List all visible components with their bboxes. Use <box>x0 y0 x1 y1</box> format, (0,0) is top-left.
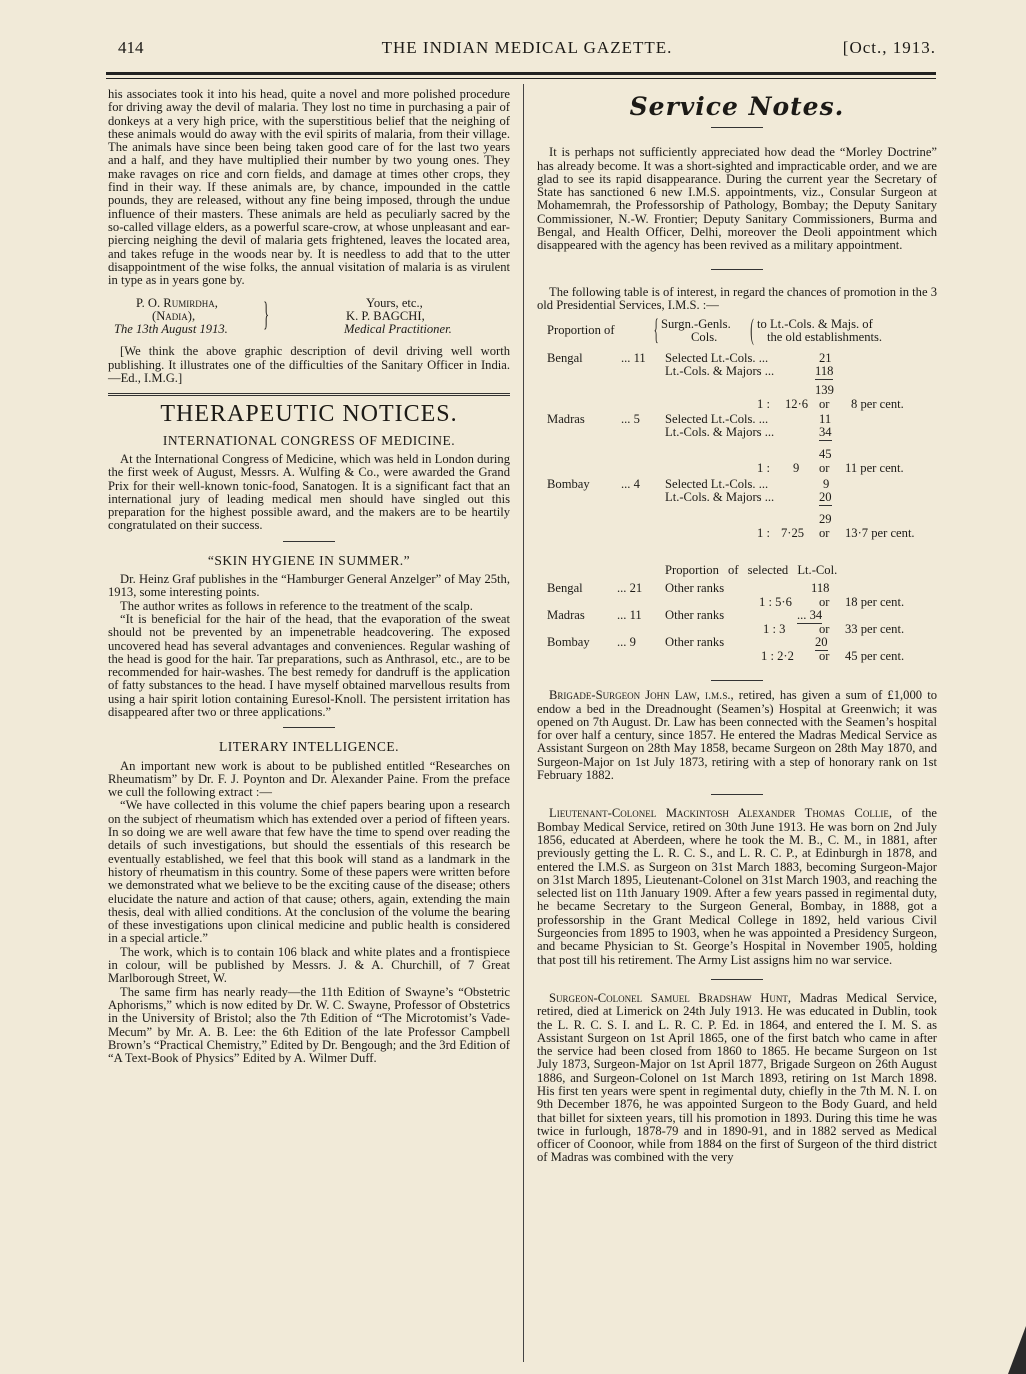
skin-text-2: The author writes as follows in reference to the treatment of the scalp. <box>120 598 473 613</box>
sig-author: K. P. BAGCHI, <box>346 309 425 324</box>
collie-name: Lieutenant-Colonel Mackintosh Alexander Thomas Collie, <box>549 806 892 821</box>
law-text: retired, has given a sum of £1,000 to endow a bed in the Dreadnought (Seamen’s) Hospital at Greenwich; it was opened on 7th August. Dr. Law has been connected with the Seamen’s hospital for over half a century, since 1857. He entered the Madras Medical Service as Assistant Surgeon on 28th May 1858, became Surgeon on 28th May 1870, and Surgeon-Major on 1st July 1873, retiring with a step of honorary rank on 1st February 1882. <box>537 688 938 783</box>
t1-head-a: Surgn.-Genls. <box>661 317 731 332</box>
t2-label: Other ranks <box>665 608 725 623</box>
t1-ratio-value: 9 <box>793 461 800 476</box>
sig-date: The 13th August 1913. <box>114 322 228 337</box>
service-text-1: It is perhaps not sufficiently appreciated how dead the “Morley Doctrine” has already become. It was a short-sighted and impracticable order, and we are glad to see its rapid disappearance. During the current year the Secretary of State has sanctioned 6 new I.M.S. appointments, viz., Consular Surgeon at Mohamemrah, the Professorship of Pathology, Bombay; the Deputy Sanitary Commissioner, N.-W. Frontier; Deputy Sanitary Commissioners, Burma and Bengal, and Health Officer, Delhi, moreover the Deoli appointment which disappeared with the agency has been revived as a military appointment. <box>537 145 937 253</box>
t1-count: ... 11 <box>621 351 646 366</box>
congress-heading: INTERNATIONAL CONGRESS OF MEDICINE. <box>162 432 456 448</box>
running-header <box>118 38 936 64</box>
t1-total: 139 <box>815 383 834 398</box>
t2-ratio: 1 : 2·2 <box>761 649 794 664</box>
t1-sel-value: 21 <box>819 351 832 366</box>
law-notice <box>537 689 937 782</box>
literary-text-4: The same firm has nearly ready—the 11th Edition of Swayne’s “Obstetric Aphorisms,” which is now edited by Dr. W. C. Swayne, Professor of Obstetrics in the University of Bristol; also the 7th Edition of “The Microtomist’s Vade-Mecum” by Mr. A. B. Lee: the 6th Edition of the late Professor Campbell Brown’s “Practical Chemistry,” Edited by Dr. Bengough; and the 3rd Edition of “A Text-Book of Physics” Edited by A. Wilmer Duff. <box>108 984 510 1066</box>
t2-value: 118 <box>811 581 830 596</box>
t2-count: ... 11 <box>617 608 642 623</box>
journal-title: THE INDIAN MEDICAL GAZETTE. <box>381 38 673 57</box>
hunt-text: Madras Medical Service, retired, died at Limerick on 24th July 1913. He was educated in Dublin, took the L. R. C. S. I. and L. R. C. P. Ed. in 1864, and entered the I. M. S. as Assistant Surgeon on 1st April 1865, one of the first batch who came in after the service had been closed from 1860 to 1865. He became Surgeon on 1st July 1873, Surgeon-Major on 1st April 1877, Brigade Surgeon on 26th August 1886, and Surgeon-Colonel on 1st March 1893, retiring on 1st March 1898. His first ten years were spent in regimental duty, chiefly in the 7th M. N. I. on 9th December 1876, he was appointed Surgeon to the Body Guard, and held that billet for sixteen years, till his promotion in 1893. During this time he was twice in furlough, 1878-79 and in 1890-91, and in 1882 served as Medical officer of Coonoor, while from 1884 on the first of Surgeon of the third district of Madras was combined with the very <box>537 990 937 1165</box>
t1-head-c: to Lt.-Cols. & Majs. of <box>757 317 873 332</box>
t2-percent: 45 per cent. <box>845 649 905 664</box>
sig-place: (Nadia), <box>152 309 196 324</box>
t2-label: Other ranks <box>665 635 725 650</box>
divider <box>711 269 763 270</box>
hunt-name: Surgeon-Colonel Samuel Bradshaw Hunt, <box>549 990 792 1005</box>
divider <box>283 541 335 542</box>
t2-or: or <box>819 595 830 610</box>
divider <box>711 680 763 681</box>
t1-name: Bombay <box>547 477 590 492</box>
skin-text-3: “It is beneficial for the hair of the head, that the evaporation of the sweat should not be prevented by an impenetrable headcovering. The exposed uncovered head has several advantages and conveniences. Regular washing of the head is good for the hair. Tar preparations, such as Anthrasol, etc., are to be recommended for hair-washes. The best remedy for dandruff is the application of fatty substances to the head. I have myself obtained marvellous results from using a hair spirit lotion containing Euresol-Knoll. The persistent irritation has disappeared after two or three applications.” <box>108 611 510 719</box>
t1-brace: { <box>653 313 659 347</box>
sig-role: Medical Practitioner. <box>344 322 452 337</box>
service-text-2: The following table is of interest, in regard the chances of promotion in the 3 old Presidential Services, I.M.S. :— <box>537 284 937 312</box>
t1-name: Madras <box>547 412 585 427</box>
t1-percent: 8 per cent. <box>851 397 904 412</box>
t1-sel-value: 11 <box>819 412 832 427</box>
promotion-table <box>537 313 937 542</box>
literary-heading: LITERARY INTELLIGENCE. <box>219 739 399 755</box>
t1-count: ... 4 <box>621 477 640 492</box>
t1-maj-value: 118 <box>815 364 834 379</box>
divider <box>283 727 335 728</box>
right-column <box>537 88 937 1165</box>
t1-total: 29 <box>819 512 832 527</box>
issue-date: [Oct., 1913. <box>842 38 936 57</box>
page-number: 414 <box>118 38 144 57</box>
literary-text-1: An important new work is about to be published entitled “Researches on Rheumatism” by Dr. F. J. Poynton and Dr. Alexander Paine. From the preface we cull the following extract :— <box>108 758 510 800</box>
t2-count: ... 21 <box>617 581 643 596</box>
t1-selected: Selected Lt.-Cols. ... <box>665 477 769 492</box>
sig-name: P. O. Rumirdha, <box>136 296 218 311</box>
t1-ratio: 1 : <box>757 397 770 412</box>
t1-name: Bengal <box>547 351 583 366</box>
t1-maj-value: 20 <box>819 490 832 505</box>
t2-name: Bombay <box>547 635 590 650</box>
collie-text: of the Bombay Medical Service, retired on 30th June 1913. He was born on 2nd July 1856, educated at Aberdeen, where he took the M. B., C. M., in 1881, after previously getting the L. R. C. S., and L. R. C. P., at Edinburgh in 1878, and entered the I.M.S. as Surgeon on 31st March 1883, becoming Surgeon-Major on 31st March 1895, Lieutenant-Colonel on 31st March 1903, and reaching the selected list on 11th January 1909. After a few years passed in regimental duty, he became Secretary to the Surgeon General, Bombay, in 1888, got a professorship in the Grant Medical College in 1892, held various Civil Surgeoncies from 1895 to 1903, when he was appointed a Presidency Surgeon, and became Physician to St. George’s Hospital in November 1905, holding that post till his retirement. The Army List assigns him no war service. <box>537 806 937 967</box>
t1-selected: Selected Lt.-Cols. ... <box>665 351 769 366</box>
literary-text-2: “We have collected in this volume the chief papers bearing upon a research on the subject of rheumatism which has extended over a period of fifteen years. In so doing we are well aware that few have the time to spend over reading the details of such investigations, but should the essentials of this research be eventually established, we feel that this book will stand as a landmark in the history of rheumatism in this country. Some of these papers were written before we demonstrated what we believe to be the exciting cause of the disease; others elucidate the nature and action of that cause; others, again, extending the main thesis, deal with allied conditions. At the conclusion of the volume the bearing of these investigations upon clinical medicine and public health is considered in a special article.” <box>108 798 510 946</box>
divider <box>711 979 763 980</box>
sig-yours: Yours, etc., <box>366 296 423 311</box>
t1-head-d: the old establishments. <box>767 330 883 345</box>
letter-signature <box>108 297 510 337</box>
t2-name: Madras <box>547 608 585 623</box>
skin-text-1: Dr. Heinz Graf publishes in the “Hamburger General Anzelger” of May 25th, 1913, some interesting points. <box>108 572 510 600</box>
header-rule <box>106 72 936 75</box>
law-name: Brigade-Surgeon John Law, i.m.s., <box>549 688 734 703</box>
t1-brace-2: ( <box>750 313 754 347</box>
hunt-notice <box>537 992 937 1165</box>
t2-percent: 18 per cent. <box>845 595 905 610</box>
t2-value: 20 <box>815 635 828 650</box>
divider <box>711 127 763 128</box>
literary-text-3: The work, which is to contain 106 black and white plates and a frontispiece in colour, will be published by Messrs. J. & A. Churchill, of 7 Great Marlborough Street, W. <box>108 944 510 986</box>
t2-label: Other ranks <box>665 581 725 596</box>
selected-table <box>537 564 937 672</box>
t1-majors: Lt.-Cols. & Majors ... <box>665 364 775 379</box>
t1-percent: 11 per cent. <box>845 461 904 476</box>
t1-ratio-value: 7·25 <box>781 526 805 541</box>
t1-ratio-value: 12·6 <box>785 397 809 412</box>
t1-majors: Lt.-Cols. & Majors ... <box>665 425 775 440</box>
t1-or: or <box>819 397 830 412</box>
page-corner <box>1008 1326 1026 1374</box>
t2-or: or <box>819 649 830 664</box>
section-title: THERAPEUTIC NOTICES. <box>160 401 458 428</box>
header-rule-thin <box>106 78 936 79</box>
t2-value: ... 34 <box>797 608 823 623</box>
t2-heading: Proportion of selected Lt.-Col. <box>665 563 838 578</box>
t1-or: or <box>819 526 830 541</box>
t1-ratio: 1 : <box>757 461 770 476</box>
t1-count: ... 5 <box>621 412 640 427</box>
left-column <box>108 88 510 1065</box>
t1-prop-label: Proportion of <box>547 323 615 338</box>
t1-head-b: Cols. <box>691 330 718 345</box>
t1-sel-value: 9 <box>823 477 830 492</box>
t2-ratio: 1 : 3 <box>763 622 786 637</box>
editor-note: [We think the above graphic description of devil driving well worth publishing. It illustrates one of the difficulties of the Sanitary Officer in India.—Ed., I.M.G.] <box>108 344 510 386</box>
skin-heading: “SKIN HYGIENE IN SUMMER.” <box>207 552 411 568</box>
double-rule <box>108 393 510 396</box>
column-divider <box>523 84 524 1362</box>
t1-majors: Lt.-Cols. & Majors ... <box>665 490 775 505</box>
congress-text: At the International Congress of Medicine, which was held in London during the first week of August, Messrs. A. Wulfing & Co., were awarded the Grand Prix for their well-known tonic-food, Sanatogen. It is a significant fact that an international jury of leading medical men should have singled out this preparation for the highest possible award, and the makers are to be heartily congratulated on their success. <box>108 451 510 533</box>
t2-or: or <box>819 622 830 637</box>
t1-total: 45 <box>819 447 832 462</box>
sig-brace: } <box>263 296 270 334</box>
letter-body: his associates took it into his head, quite a novel and more polished procedure for driving away the devil of malaria. They lost no time in purchasing a pair of donkeys at a very high price, with the superstitious belief that the neighing of these animals would do away with the evil spirits of malaria, from their village. The animals have since been being taken good care of for the last two years and a half, and they have multiplied their number by two young ones. They make ravages on rice and corn fields, and damage at times other crops, they find in their way. If these animals are, by chance, impounded in the cattle pounds, they are released, without any fine being imposed, through the undue influence of their masters. These animals are held as peculiarly sacred by the so-called village elders, as a powerful scare-crow, at whose unpleasant and ear-piercing neighing the devil of malaria gets frightened, leaves the located area, and takes refuge in the woods near by. It is needless to add that to the utter disappointment of the wise folks, the annual visitation of malaria is as virulent in type as in years gone by. <box>108 87 510 288</box>
t2-ratio: 1 : 5·6 <box>759 595 792 610</box>
t1-or: or <box>819 461 830 476</box>
t2-name: Bengal <box>547 581 583 596</box>
t1-selected: Selected Lt.-Cols. ... <box>665 412 769 427</box>
collie-notice <box>537 807 937 967</box>
service-notes-title: Service Notes. <box>629 92 845 121</box>
t1-maj-value: 34 <box>819 425 832 440</box>
t2-count: ... 9 <box>617 635 636 650</box>
t2-percent: 33 per cent. <box>845 622 905 637</box>
t1-ratio: 1 : <box>757 526 770 541</box>
divider <box>711 794 763 795</box>
t1-percent: 13·7 per cent. <box>845 526 915 541</box>
